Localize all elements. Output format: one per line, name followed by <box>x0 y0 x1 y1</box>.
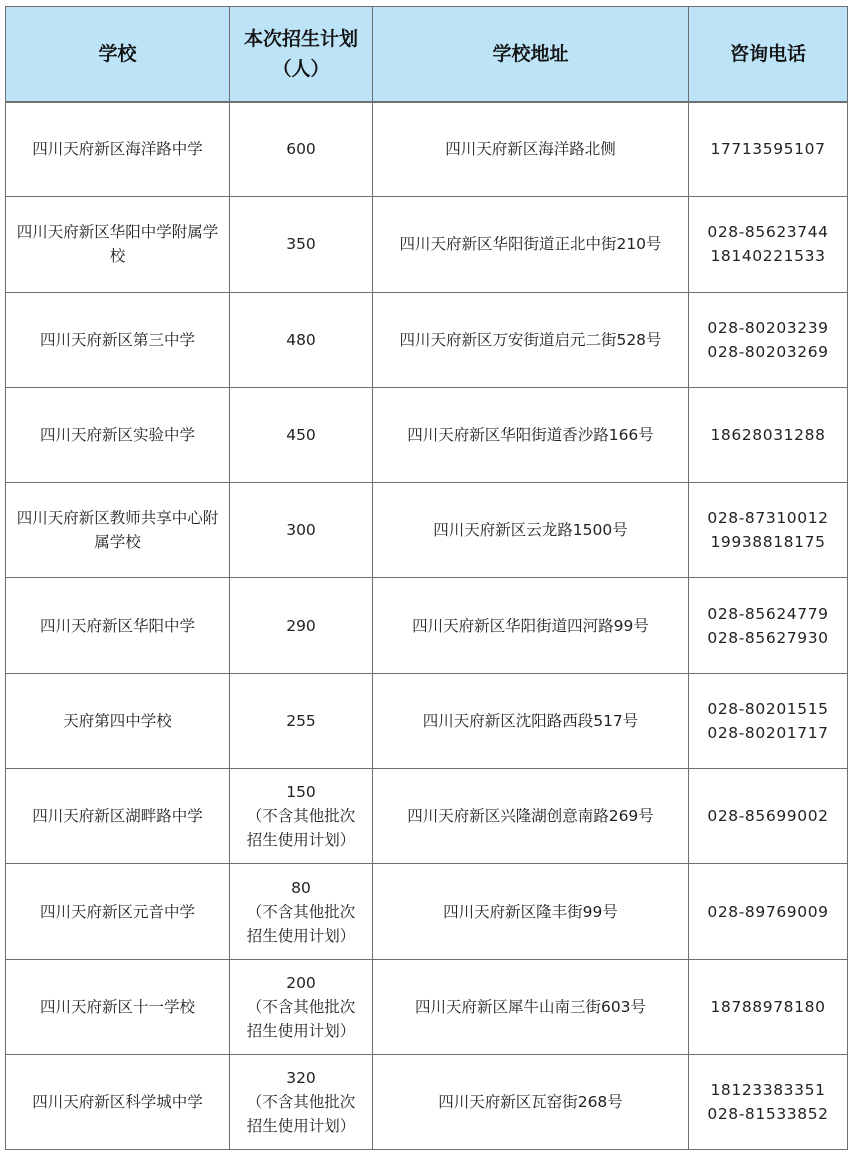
plan-cell <box>230 292 373 387</box>
plan-count: 320 <box>286 1069 316 1088</box>
enrollment-plan-table <box>5 6 848 1150</box>
school-cell <box>6 292 230 387</box>
phone-number: 028-81533852 <box>707 1105 829 1124</box>
phone-cell <box>689 769 848 864</box>
plan-note: （不含其他批次招生使用计划） <box>246 997 356 1040</box>
school-address: 四川天府新区华阳街道四河路99号 <box>412 616 649 635</box>
school-name: 四川天府新区十一学校 <box>39 997 195 1016</box>
school-address: 四川天府新区万安街道启元二街528号 <box>399 330 662 349</box>
school-name: 四川天府新区湖畔路中学 <box>32 807 203 826</box>
phone-cell <box>689 578 848 673</box>
phone-number: 028-89769009 <box>707 902 829 921</box>
school-address: 四川天府新区华阳街道正北中街210号 <box>399 235 662 254</box>
table-row <box>6 673 848 768</box>
phone-number: 18628031288 <box>710 426 826 445</box>
table-header <box>6 7 848 102</box>
phone-number: 028-80203239 <box>707 318 829 337</box>
plan-note: （不含其他批次招生使用计划） <box>246 1093 356 1136</box>
address-cell <box>373 483 689 578</box>
phone-number: 18140221533 <box>710 247 826 266</box>
table-body <box>6 102 848 1150</box>
plan-cell <box>230 959 373 1054</box>
phone-number: 028-85627930 <box>707 628 829 647</box>
plan-count: 300 <box>286 521 316 540</box>
address-cell <box>373 292 689 387</box>
table-row <box>6 102 848 197</box>
table-row <box>6 483 848 578</box>
phone-number: 028-87310012 <box>707 509 829 528</box>
phone-cell <box>689 959 848 1054</box>
plan-cell <box>230 483 373 578</box>
plan-count: 80 <box>291 878 311 897</box>
phone-number: 028-80201515 <box>707 699 829 718</box>
school-address: 四川天府新区沈阳路西段517号 <box>422 711 639 730</box>
phone-cell <box>689 102 848 197</box>
phone-cell <box>689 483 848 578</box>
school-name: 四川天府新区教师共享中心附属学校 <box>16 509 219 552</box>
phone-cell <box>689 197 848 292</box>
plan-cell <box>230 578 373 673</box>
table-row <box>6 387 848 482</box>
school-name: 四川天府新区实验中学 <box>39 426 195 445</box>
phone-number: 18123383351 <box>710 1081 826 1100</box>
table-row <box>6 292 848 387</box>
address-cell <box>373 102 689 197</box>
plan-note: （不含其他批次招生使用计划） <box>246 902 356 945</box>
plan-count: 350 <box>286 235 316 254</box>
phone-cell <box>689 1054 848 1149</box>
plan-count: 255 <box>286 711 316 730</box>
plan-count: 450 <box>286 426 316 445</box>
header-address: 学校地址 <box>373 7 689 102</box>
school-address: 四川天府新区海洋路北侧 <box>445 140 616 159</box>
plan-cell <box>230 673 373 768</box>
address-cell <box>373 387 689 482</box>
plan-cell <box>230 102 373 197</box>
address-cell <box>373 1054 689 1149</box>
plan-count: 200 <box>286 973 316 992</box>
school-address: 四川天府新区犀牛山南三街603号 <box>414 997 647 1016</box>
school-address: 四川天府新区兴隆湖创意南路269号 <box>407 807 654 826</box>
plan-cell <box>230 387 373 482</box>
school-name: 四川天府新区元音中学 <box>39 902 195 921</box>
address-cell <box>373 864 689 959</box>
phone-number: 028-80201717 <box>707 723 829 742</box>
phone-number: 028-85624779 <box>707 604 829 623</box>
address-cell <box>373 769 689 864</box>
school-name: 四川天府新区华阳中学附属学校 <box>16 223 219 266</box>
school-cell <box>6 483 230 578</box>
header-plan <box>230 7 373 102</box>
plan-count: 290 <box>286 616 316 635</box>
school-name: 四川天府新区第三中学 <box>39 330 195 349</box>
table-row <box>6 864 848 959</box>
phone-number: 028-80203269 <box>707 342 829 361</box>
school-cell <box>6 197 230 292</box>
school-address: 四川天府新区华阳街道香沙路166号 <box>407 426 654 445</box>
school-cell <box>6 102 230 197</box>
table-row <box>6 578 848 673</box>
address-cell <box>373 578 689 673</box>
table-row <box>6 197 848 292</box>
address-cell <box>373 197 689 292</box>
table-row <box>6 769 848 864</box>
school-name: 四川天府新区海洋路中学 <box>32 140 203 159</box>
phone-cell <box>689 387 848 482</box>
phone-number: 028-85699002 <box>707 807 829 826</box>
phone-number: 028-85623744 <box>707 223 829 242</box>
school-address: 四川天府新区隆丰街99号 <box>443 902 618 921</box>
school-name: 四川天府新区华阳中学 <box>39 616 195 635</box>
plan-cell <box>230 197 373 292</box>
school-cell <box>6 769 230 864</box>
school-address: 四川天府新区云龙路1500号 <box>433 521 628 540</box>
plan-count: 480 <box>286 330 316 349</box>
school-address: 四川天府新区瓦窑街268号 <box>438 1093 623 1112</box>
plan-count: 600 <box>286 140 316 159</box>
school-cell <box>6 959 230 1054</box>
phone-cell <box>689 292 848 387</box>
school-cell <box>6 673 230 768</box>
school-cell <box>6 864 230 959</box>
school-name: 天府第四中学校 <box>63 711 172 730</box>
phone-number: 18788978180 <box>710 997 826 1016</box>
header-phone: 咨询电话 <box>689 7 848 102</box>
address-cell <box>373 959 689 1054</box>
plan-note: （不含其他批次招生使用计划） <box>246 807 356 850</box>
phone-number: 19938818175 <box>710 533 826 552</box>
phone-cell <box>689 864 848 959</box>
header-plan-label: 本次招生计划（人） <box>243 27 358 80</box>
school-cell <box>6 1054 230 1149</box>
table-row <box>6 1054 848 1149</box>
phone-number: 17713595107 <box>710 140 826 159</box>
plan-cell <box>230 864 373 959</box>
header-school: 学校 <box>6 7 230 102</box>
table-row <box>6 959 848 1054</box>
plan-cell <box>230 769 373 864</box>
plan-count: 150 <box>286 783 316 802</box>
school-cell <box>6 387 230 482</box>
school-name: 四川天府新区科学城中学 <box>32 1093 203 1112</box>
school-cell <box>6 578 230 673</box>
plan-cell <box>230 1054 373 1149</box>
address-cell <box>373 673 689 768</box>
phone-cell <box>689 673 848 768</box>
